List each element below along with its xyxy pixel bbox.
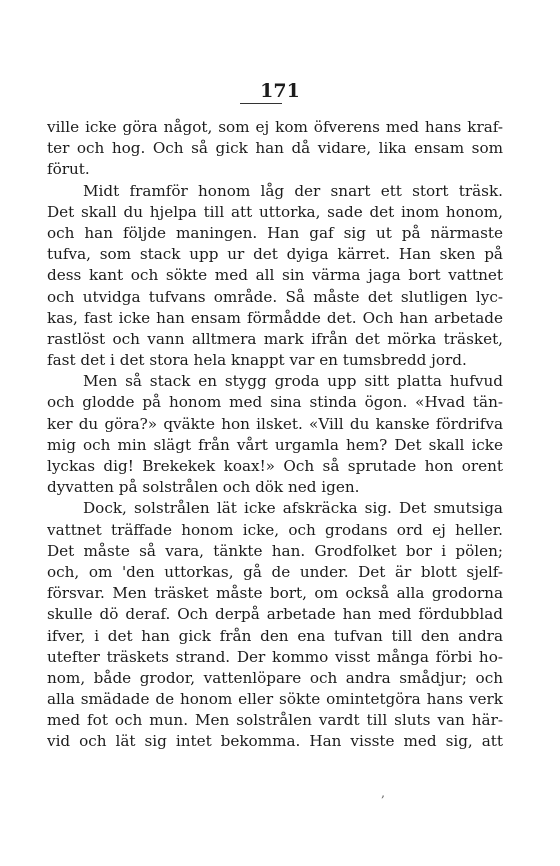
- text-line: Dock, solstrålen lät icke afskräcka sig. Det smutsiga: [83, 499, 503, 518]
- text-line: ker du göra?» qväkte hon ilsket. «Vill du kanske fördrifva: [47, 414, 503, 433]
- page-number-underline: [240, 103, 282, 104]
- text-line: lyckas dig! Brekekek koax!» Och så sprutade hon orent: [47, 457, 503, 475]
- text-line: och han följde maningen. Han gaf sig ut på närmaste: [47, 223, 503, 242]
- page-number: 171: [260, 80, 300, 102]
- text-line: nom, både grodor, vattenlöpare och andra smådjur; och: [47, 668, 503, 687]
- body-text: [47, 117, 503, 753]
- text-line: och utvidga tufvans område. Så måste det slutligen lyc-: [47, 287, 503, 306]
- text-line: med fot och mun. Men solstrålen vardt till sluts van här-: [47, 711, 503, 730]
- text-line: dess kant och sökte med all sin värma jaga bort vattnet: [47, 266, 503, 285]
- text-line: och glodde på honom med sina stinda ögon. «Hvad tän-: [47, 393, 503, 412]
- text-line: utefter träskets strand. Der kommo visst många förbi ho-: [47, 647, 503, 666]
- text-line: tufva, som stack upp ur det dyiga kärret. Han sken på: [47, 245, 503, 264]
- text-line: Det måste så vara, tänkte han. Grodfolket bor i pölen;: [47, 541, 503, 560]
- text-line: kas, fast icke han ensam förmådde det. Och han arbetade: [47, 308, 503, 327]
- text-line: dyvatten på solstrålen och dök ned igen.: [47, 478, 360, 497]
- text-line: mig och min slägt från vårt urgamla hem? Det skall icke: [47, 435, 503, 454]
- text-line: ville icke göra något, som ej kom öfverens med hans kraf-: [47, 118, 503, 136]
- text-line: alla smädade de honom eller sökte omintetgöra hans verk: [47, 690, 503, 709]
- text-line: och, om 'den uttorkas, gå de under. Det är blott sjelf-: [47, 562, 503, 581]
- text-line: ter och hog. Och så gick han då vidare, lika ensam som: [47, 139, 503, 158]
- text-line: Men så stack en stygg groda upp sitt platta hufvud: [83, 372, 503, 391]
- text-line: fast det i det stora hela knappt var en tumsbredd jord.: [47, 351, 467, 370]
- text-line: vid och lät sig intet bekomma. Han visste med sig, att: [47, 732, 503, 751]
- text-line: vattnet träffade honom icke, och grodans ord ej heller.: [47, 520, 503, 539]
- stray-mark: ‚: [381, 786, 385, 800]
- text-line: försvar. Men träsket måste bort, om också alla grodorna: [47, 584, 503, 603]
- text-line: Det skall du hjelpa till att uttorka, sade det inom honom,: [47, 202, 503, 221]
- text-line: förut.: [47, 160, 90, 179]
- text-line: rastlöst och vann alltmera mark ifrån det mörka träsket,: [47, 329, 503, 348]
- text-line: skulle dö deraf. Och derpå arbetade han med fördubblad: [47, 605, 503, 624]
- text-line: Midt framför honom låg der snart ett stort träsk.: [83, 181, 503, 200]
- text-line: ifver, i det han gick från den ena tufvan till den andra: [47, 626, 503, 645]
